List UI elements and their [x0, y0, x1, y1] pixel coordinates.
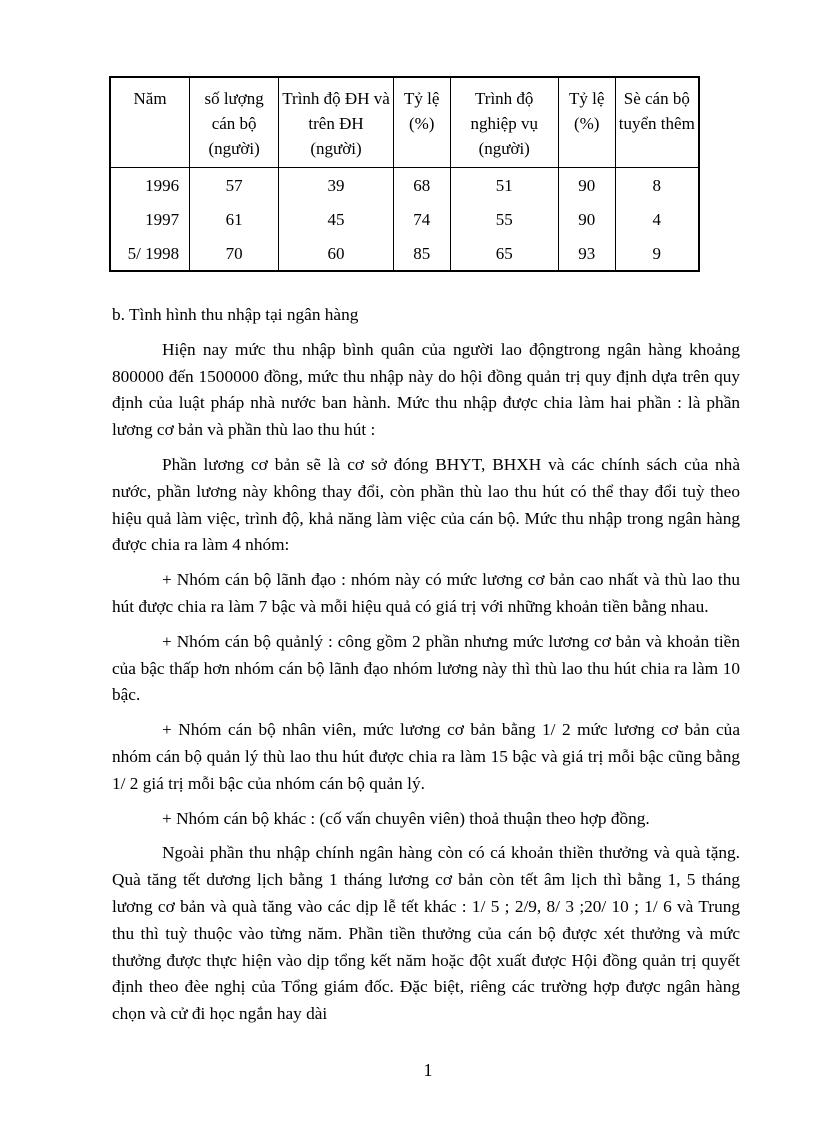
cell-dh: 45 — [279, 202, 394, 236]
cell-nghiep-vu: 55 — [450, 202, 558, 236]
cell-ty-le-2: 93 — [558, 236, 615, 271]
cell-nghiep-vu: 65 — [450, 236, 558, 271]
table-row — [110, 168, 699, 203]
cell-dh: 60 — [279, 236, 394, 271]
cell-dh: 39 — [279, 168, 394, 203]
cell-year: 5/ 1998 — [110, 236, 190, 271]
cell-ty-le-2: 90 — [558, 202, 615, 236]
paragraph-group-managers: + Nhóm cán bộ quảnlý : công gồm 2 phần nhưng mức lương cơ bản và khoản tiền của bậc thấp hơn nhóm cán bộ lãnh đạo nhóm lương này thì thù lao thu hút chia ra làm 10 bậc. — [112, 631, 740, 705]
cell-tuyen-them: 4 — [615, 202, 699, 236]
cell-so-luong: 61 — [190, 202, 279, 236]
cell-nghiep-vu: 51 — [450, 168, 558, 203]
header-tuyen-them: Sè cán bộ tuyển thêm — [615, 77, 699, 168]
cell-so-luong: 70 — [190, 236, 279, 271]
cell-ty-le-1: 85 — [393, 236, 450, 271]
header-ty-le-2: Tỷ lệ (%) — [558, 77, 615, 168]
cell-tuyen-them: 8 — [615, 168, 699, 203]
header-nghiep-vu: Trình độ nghiệp vụ (người) — [450, 77, 558, 168]
cell-ty-le-1: 74 — [393, 202, 450, 236]
table-header-row — [110, 77, 699, 168]
body-text — [112, 302, 740, 1036]
paragraph-income-overview: Hiện nay mức thu nhập bình quân của người lao độngtrong ngân hàng khoảng 800000 đến 1500000 đồng, mức thu nhập này do hội đồng quản trị quy định dựa trên quy định của luật pháp nhà nước ban hành. Mức thu nhập được chia làm hai phần : là phần lương cơ bản và phần thù lao thu hút : — [112, 339, 740, 440]
paragraph-base-salary: Phần lương cơ bản sẽ là cơ sở đóng BHYT, BHXH và các chính sách của nhà nước, phần lương này không thay đổi, còn phần thù lao thu hút có thể thay đổi tuỳ theo hiệu quả làm việc, trình độ, khả năng làm việc của cán bộ. Mức thu nhập trong ngân hàng được chia ra làm 4 nhóm: — [112, 454, 740, 555]
cell-year: 1997 — [110, 202, 190, 236]
cell-ty-le-1: 68 — [393, 168, 450, 203]
paragraph-group-staff: + Nhóm cán bộ nhân viên, mức lương cơ bản bằng 1/ 2 mức lương cơ bản của nhóm cán bộ quản lý thù lao thu hút được chia ra làm 15 bậc và giá trị mỗi bậc cũng bằng 1/ 2 giá trị mỗi bậc của nhóm cán bộ quản lý. — [112, 720, 740, 793]
cell-year: 1996 — [110, 168, 190, 203]
cell-ty-le-2: 90 — [558, 168, 615, 203]
page-number-container — [0, 1060, 816, 1081]
staff-statistics-table — [109, 76, 700, 272]
paragraph-bonuses: Ngoài phần thu nhập chính ngân hàng còn có cá khoản thiền thưởng và quà tặng. Quà tăng tết dương lịch bằng 1 tháng lương cơ bản còn tết âm lịch thì bằng 1, 5 tháng lương cơ bản và quà tăng vào các dịp lễ tết khác : 1/ 5 ; 2/9, 8/ 3 ;20/ 10 ; 1/ 6 và Trung thu thì tuỳ thuộc vào từng năm. Phần tiền thưởng của cán bộ được xét thưởng và mức thưởng được thực hiện vào dịp tổng kết năm hoặc đột xuất được Hội đồng quản trị quyết định theo đèe nghị của Tổng giám đốc. Đặc biệt, riêng các trường hợp được ngân hàng chọn và cử đi học ngắn hay dài — [112, 843, 740, 1024]
header-nam: Năm — [110, 77, 190, 168]
cell-tuyen-them: 9 — [615, 236, 699, 271]
page-number: 1 — [423, 1060, 433, 1080]
cell-so-luong: 57 — [190, 168, 279, 203]
paragraph-group-leaders: + Nhóm cán bộ lãnh đạo : nhóm này có mức lương cơ bản cao nhất và thù lao thu hút được chia ra làm 7 bậc và mỗi hiệu quả có giá trị với những khoản tiền bằng nhau. — [112, 570, 740, 616]
paragraph-group-other: + Nhóm cán bộ khác : (cố vấn chuyên viên) thoả thuận theo hợp đồng. — [162, 808, 650, 828]
table-row — [110, 202, 699, 236]
header-ty-le-1: Tỷ lệ (%) — [393, 77, 450, 168]
table-row — [110, 236, 699, 271]
header-trinh-do-dh: Trình độ ĐH và trên ĐH (người) — [279, 77, 394, 168]
section-heading: b. Tình hình thu nhập tại ngân hàng — [112, 305, 359, 324]
header-so-luong: số lượng cán bộ (người) — [190, 77, 279, 168]
